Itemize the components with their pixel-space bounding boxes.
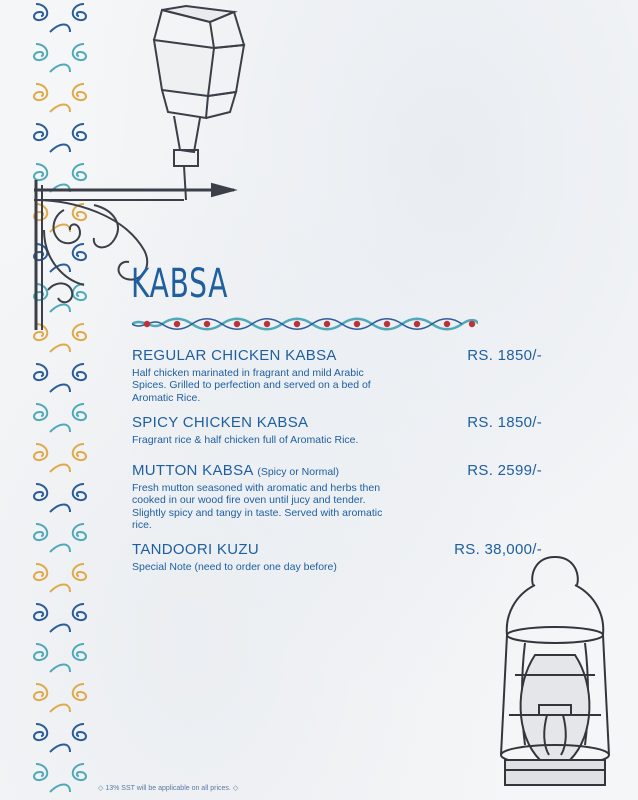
menu-item <box>132 541 552 573</box>
item-name: MUTTON KABSA (Spicy or Normal) <box>132 462 340 479</box>
item-price: RS. 38,000/- <box>454 541 542 558</box>
item-price: RS. 1850/- <box>467 347 542 364</box>
tax-footnote: ◇ 13% SST will be applicable on all prices. ◇ <box>98 785 239 792</box>
item-name: TANDOORI KUZU <box>132 541 259 558</box>
lantern-illustration <box>495 555 615 800</box>
item-description: Half chicken marinated in fragrant and mild Arabic Spices. Grilled to perfection and served on a bed of Aromatic Rice. <box>132 367 371 404</box>
item-note: (Spicy or Normal) <box>257 466 340 478</box>
item-price: RS. 2599/- <box>467 462 542 479</box>
floral-divider <box>132 317 478 331</box>
item-description: Fragrant rice & half chicken full of Aromatic Rice. <box>132 434 359 446</box>
item-description: Special Note (need to order one day before) <box>132 561 337 573</box>
section-title: KABSA <box>131 261 229 307</box>
item-description: Fresh mutton seasoned with aromatic and herbs then cooked in our wood fire oven until jucy and tender. Slightly spicy and tangy in taste. Served with aromatic rice. <box>132 482 383 532</box>
item-price: RS. 1850/- <box>467 414 542 431</box>
menu-item <box>132 414 552 446</box>
item-name: SPICY CHICKEN KABSA <box>132 414 309 431</box>
item-name: REGULAR CHICKEN KABSA <box>132 347 337 364</box>
menu-item <box>132 347 552 404</box>
menu-item <box>132 462 552 532</box>
